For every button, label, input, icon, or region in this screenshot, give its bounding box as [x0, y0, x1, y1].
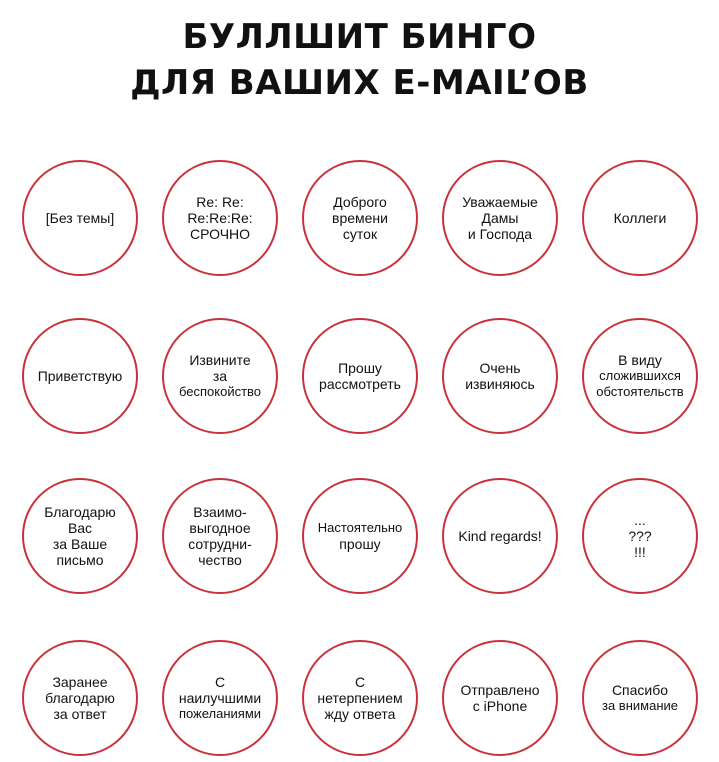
- cell-text: благодарю: [45, 690, 115, 706]
- cell-text: Очень: [479, 360, 521, 376]
- bingo-cell-awaiting-reply: [302, 640, 418, 756]
- bingo-cell-greetings: [22, 318, 138, 434]
- bingo-cell-very-sorry: [442, 318, 558, 434]
- cell-text: [Без темы]: [45, 210, 115, 226]
- cell-text: с iPhone: [472, 698, 528, 714]
- bingo-cell-colleagues: [582, 160, 698, 276]
- cell-text: извиняюсь: [465, 376, 535, 392]
- title-line-1: БУЛЛШИТ БИНГО: [182, 17, 537, 57]
- cell-text: СРОЧНО: [189, 226, 251, 242]
- bingo-cell-given-circumstances: [582, 318, 698, 434]
- cell-text: Спасибо: [611, 682, 669, 698]
- cell-text: нетерпением: [317, 690, 403, 706]
- cell-text: пожеланиями: [178, 706, 262, 721]
- cell-text: Доброго: [333, 194, 387, 210]
- bingo-cell-no-subject: [22, 160, 138, 276]
- cell-text: за Ваше: [52, 536, 108, 552]
- cell-text: Вас: [67, 520, 93, 536]
- page-title: [0, 14, 719, 106]
- cell-text: Kind regards!: [458, 528, 542, 544]
- bingo-cell-thanks-for-attention: [582, 640, 698, 756]
- cell-text: В виду: [618, 352, 662, 368]
- bingo-cell-urgently-request: [302, 478, 418, 594]
- cell-text: и Господа: [467, 226, 533, 242]
- cell-text: Настоятельно: [317, 520, 403, 535]
- cell-text: времени: [332, 210, 388, 226]
- bingo-cell-mutually-beneficial: [162, 478, 278, 594]
- bingo-cell-best-wishes: [162, 640, 278, 756]
- cell-text: Re:Re:Re:: [187, 210, 253, 226]
- bingo-cell-punctuation: [582, 478, 698, 594]
- cell-text: ???: [628, 528, 652, 544]
- bingo-cell-thanks-in-advance: [22, 640, 138, 756]
- cell-text: С: [214, 674, 226, 690]
- cell-text: Отправлено: [460, 682, 540, 698]
- bingo-cell-sorry-to-bother: [162, 318, 278, 434]
- cell-text: беспокойство: [178, 384, 262, 399]
- bingo-cell-kind-regards: [442, 478, 558, 594]
- cell-text: !!!: [634, 544, 646, 560]
- cell-text: за: [212, 368, 228, 384]
- cell-text: Прошу: [338, 360, 382, 376]
- title-line-2: ДЛЯ ВАШИХ E-MAIL’OB: [130, 63, 589, 103]
- bingo-cell-re-re-urgent: [162, 160, 278, 276]
- cell-text: обстоятельств: [596, 384, 684, 399]
- bingo-cell-please-review: [302, 318, 418, 434]
- cell-text: Re: Re:: [196, 194, 244, 210]
- bingo-cell-good-time-of-day: [302, 160, 418, 276]
- cell-text: наилучшими: [178, 690, 262, 706]
- bingo-cell-thanks-for-letter: [22, 478, 138, 594]
- cell-text: Извините: [189, 352, 251, 368]
- cell-text: С: [354, 674, 366, 690]
- cell-text: рассмотреть: [319, 376, 401, 392]
- cell-text: Дамы: [481, 210, 519, 226]
- cell-text: суток: [342, 226, 378, 242]
- cell-text: сложившихся: [599, 368, 681, 383]
- cell-text: прошу: [339, 536, 381, 552]
- cell-text: Заранее: [52, 674, 108, 690]
- cell-text: Уважаемые: [462, 194, 538, 210]
- cell-text: выгодное: [189, 520, 251, 536]
- bingo-cell-sent-from-iphone: [442, 640, 558, 756]
- cell-text: жду ответа: [324, 706, 396, 722]
- cell-text: письмо: [56, 552, 104, 568]
- cell-text: за ответ: [53, 706, 107, 722]
- cell-text: Приветствую: [37, 368, 123, 384]
- bingo-cell-ladies-and-gentlemen: [442, 160, 558, 276]
- cell-text: чество: [198, 552, 242, 568]
- cell-text: за внимание: [602, 698, 678, 713]
- cell-text: Благодарю: [44, 504, 116, 520]
- cell-text: ...: [634, 512, 646, 528]
- cell-text: Взаимо-: [193, 504, 247, 520]
- cell-text: сотрудни-: [188, 536, 252, 552]
- cell-text: Коллеги: [613, 210, 667, 226]
